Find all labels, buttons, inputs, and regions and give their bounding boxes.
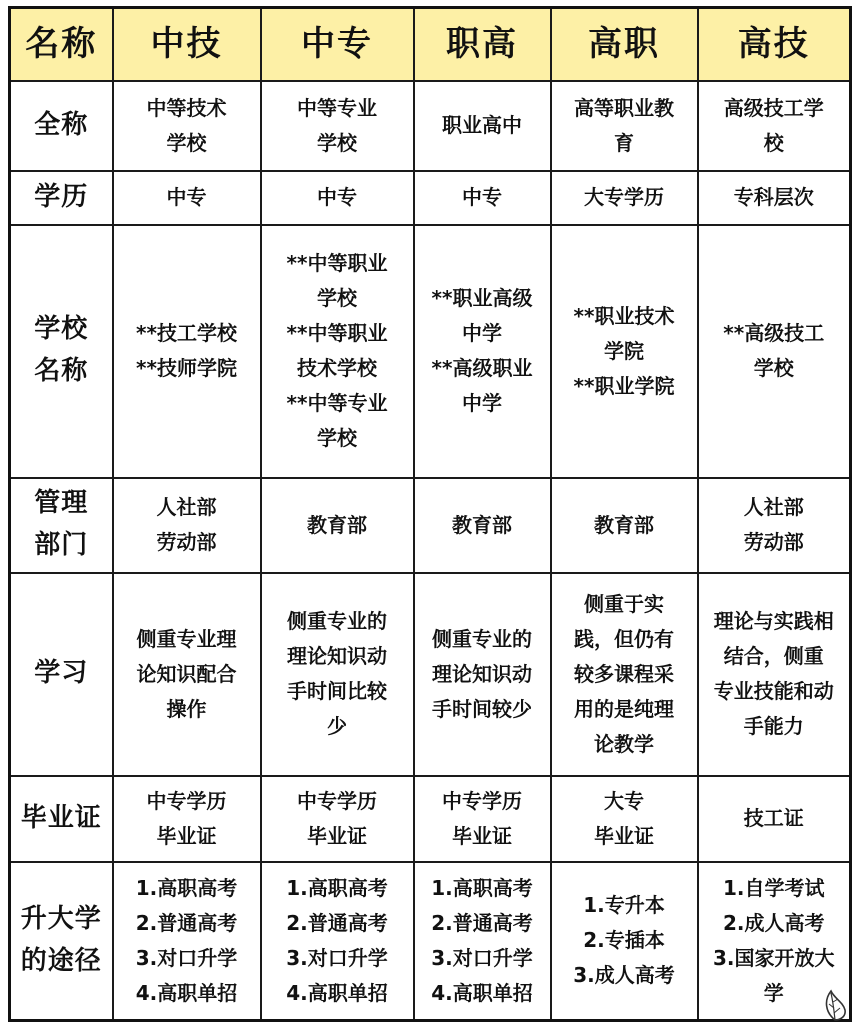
table-cell-zhigao bbox=[414, 225, 551, 478]
cell-text-line: 中专 bbox=[317, 185, 357, 209]
cell-text-line: 学校 bbox=[317, 286, 357, 310]
cell-text-line: **职业技术 bbox=[573, 303, 675, 328]
cell-text-line: 毕业证 bbox=[307, 823, 367, 848]
cell-text-line: 4.高职单招 bbox=[431, 980, 533, 1005]
cell-text-line: 中等技术 bbox=[146, 95, 227, 120]
row-header-line: 学历 bbox=[34, 181, 89, 212]
cell-text-line: 大专 bbox=[604, 788, 644, 813]
row-header-line: 部门 bbox=[34, 530, 89, 560]
table-cell-gaoji bbox=[698, 478, 851, 573]
diploma-row bbox=[10, 776, 851, 862]
cell-text-line: 中专学历 bbox=[146, 788, 227, 813]
cell-text-line: 践，但仍有 bbox=[574, 626, 674, 651]
cell-text-line: 2.成人高考 bbox=[722, 910, 825, 935]
cell-text-line: 技术学校 bbox=[297, 356, 377, 380]
school-comparison-table bbox=[8, 6, 852, 1022]
cell-text-line: 论教学 bbox=[594, 731, 654, 756]
cell-text-line: 手能力 bbox=[743, 714, 804, 738]
cell-text-line: 2.普通高考 bbox=[431, 910, 533, 935]
table-cell-zhongzhuan bbox=[261, 573, 414, 776]
cell-text-line: 1.高职高考 bbox=[286, 875, 388, 900]
cell-text-line: 中专学历 bbox=[442, 788, 522, 813]
row-header-line: 毕业证 bbox=[20, 802, 102, 833]
cell-text-line: 理论与实践相 bbox=[713, 609, 834, 633]
cell-text-line: **职业高级 bbox=[431, 286, 533, 310]
cell-text-line: 育 bbox=[614, 130, 634, 155]
cell-text-line: 人社部 bbox=[156, 495, 217, 519]
cell-text-line: 1.高职高考 bbox=[431, 875, 533, 900]
cell-text-line: **职业学院 bbox=[573, 373, 675, 398]
cell-text-line: **高级职业 bbox=[431, 356, 533, 380]
cell-text-line: 1.自学考试 bbox=[722, 875, 825, 900]
cell-text-line: **中等专业 bbox=[286, 391, 388, 415]
table-cell-zhongzhuan bbox=[261, 478, 414, 573]
cell-text-line: 侧重于实 bbox=[584, 591, 664, 616]
college-path-row bbox=[10, 862, 851, 1021]
table-cell-zhigao bbox=[414, 478, 551, 573]
cell-text-line: 3.对口升学 bbox=[431, 945, 533, 970]
row-header-line: 的途径 bbox=[20, 945, 102, 976]
header-cell-zhongji: 中技 bbox=[113, 8, 261, 81]
table-cell-zhigao bbox=[414, 862, 551, 1021]
cell-text-line: 结合，侧重 bbox=[723, 644, 824, 668]
table-cell-gaozhi bbox=[551, 862, 698, 1021]
cell-text-line: 专科层次 bbox=[733, 185, 814, 209]
table-cell-zhongji bbox=[113, 171, 261, 225]
cell-text-line: 理论知识动 bbox=[287, 644, 387, 668]
cell-text-line: 教育部 bbox=[307, 512, 367, 537]
comparison-table-container bbox=[8, 6, 849, 1022]
table-cell-zhongzhuan bbox=[261, 171, 414, 225]
cell-text-line: 侧重专业的 bbox=[287, 609, 387, 633]
cell-text-line: 学校 bbox=[317, 426, 357, 450]
header-cell-gaozhi: 高职 bbox=[551, 8, 698, 81]
cell-text-line: 劳动部 bbox=[743, 530, 804, 554]
cell-text-line: 中学 bbox=[462, 391, 502, 415]
cell-text-line: **中等职业 bbox=[286, 321, 388, 345]
cell-text-line: 中专 bbox=[462, 185, 502, 209]
table-cell-zhigao bbox=[414, 171, 551, 225]
cell-text-line: 中等专业 bbox=[297, 95, 377, 120]
cell-text-line: 1.专升本 bbox=[583, 893, 665, 918]
cell-text-line: 3.国家开放大 bbox=[712, 945, 835, 970]
table-cell-gaozhi bbox=[551, 478, 698, 573]
education-level-row bbox=[10, 171, 851, 225]
cell-text-line: **技工学校 bbox=[136, 321, 237, 345]
cell-text-line: 校 bbox=[763, 130, 784, 155]
cell-text-line: 用的是纯理 bbox=[574, 696, 674, 721]
row-header-line: 全称 bbox=[34, 109, 89, 140]
table-cell-zhigao bbox=[414, 573, 551, 776]
header-cell-zhigao: 职高 bbox=[414, 8, 551, 81]
cell-text-line: 中学 bbox=[462, 321, 502, 345]
cell-text-line: 技工证 bbox=[743, 806, 804, 830]
table-cell-zhongji bbox=[113, 862, 261, 1021]
cell-text-line: 少 bbox=[327, 714, 347, 738]
cell-text-line: 专业技能和动 bbox=[713, 679, 834, 703]
school-name-row bbox=[10, 225, 851, 478]
cell-text-line: 中专 bbox=[166, 185, 207, 209]
cell-text-line: 学校 bbox=[317, 130, 357, 155]
study-focus-row bbox=[10, 573, 851, 776]
table-cell-zhigao bbox=[414, 81, 551, 171]
row-header-line: 学校 bbox=[34, 314, 89, 345]
cell-text-line: 3.成人高考 bbox=[573, 963, 675, 988]
table-cell-zhongzhuan bbox=[261, 81, 414, 171]
header-row bbox=[10, 8, 851, 81]
cell-text-line: **中等职业 bbox=[286, 251, 388, 275]
header-cell-zhongzhuan: 中专 bbox=[261, 8, 414, 81]
cell-text-line: 2.普通高考 bbox=[135, 910, 238, 935]
table-cell-gaozhi bbox=[551, 573, 698, 776]
row-header-cell bbox=[10, 81, 113, 171]
table-cell-gaoji bbox=[698, 225, 851, 478]
row-header-line: 名称 bbox=[34, 356, 89, 386]
cell-text-line: 学 bbox=[763, 980, 784, 1005]
row-header-cell bbox=[10, 171, 113, 225]
cell-text-line: 论知识配合 bbox=[136, 661, 237, 686]
full-name-row bbox=[10, 81, 851, 171]
table-cell-zhigao bbox=[414, 776, 551, 862]
table-cell-gaozhi bbox=[551, 171, 698, 225]
cell-text-line: 操作 bbox=[166, 696, 207, 721]
table-cell-zhongji bbox=[113, 81, 261, 171]
cell-text-line: 毕业证 bbox=[594, 823, 654, 848]
cell-text-line: 学校 bbox=[753, 356, 794, 380]
cell-text-line: 学院 bbox=[604, 338, 644, 363]
cell-text-line: **技师学院 bbox=[136, 356, 237, 380]
cell-text-line: 中专学历 bbox=[297, 788, 377, 813]
cell-text-line: 较多课程采 bbox=[574, 661, 674, 686]
cell-text-line: 高等职业教 bbox=[574, 95, 674, 120]
table-cell-gaozhi bbox=[551, 225, 698, 478]
table-cell-zhongzhuan bbox=[261, 776, 414, 862]
cell-text-line: 手时间较少 bbox=[432, 696, 532, 721]
cell-text-line: 大专学历 bbox=[584, 185, 664, 209]
table-cell-zhongji bbox=[113, 573, 261, 776]
cell-text-line: 2.专插本 bbox=[583, 928, 665, 953]
table-cell-gaoji bbox=[698, 81, 851, 171]
cell-text-line: 侧重专业的 bbox=[432, 626, 532, 651]
row-header-cell bbox=[10, 225, 113, 478]
management-dept-row bbox=[10, 478, 851, 573]
cell-text-line: 4.高职单招 bbox=[135, 980, 238, 1005]
cell-text-line: 毕业证 bbox=[156, 823, 217, 848]
table-cell-gaozhi bbox=[551, 776, 698, 862]
table-cell-zhongji bbox=[113, 225, 261, 478]
table-cell-gaoji bbox=[698, 573, 851, 776]
table-cell-gaoji bbox=[698, 171, 851, 225]
cell-text-line: 3.对口升学 bbox=[135, 945, 238, 970]
cell-text-line: 3.对口升学 bbox=[286, 945, 388, 970]
cell-text-line: 4.高职单招 bbox=[286, 980, 388, 1005]
table-cell-zhongzhuan bbox=[261, 225, 414, 478]
cell-text-line: 2.普通高考 bbox=[286, 910, 388, 935]
cell-text-line: 劳动部 bbox=[156, 530, 217, 554]
row-header-line: 升大学 bbox=[20, 904, 102, 935]
row-header-cell bbox=[10, 478, 113, 573]
row-header-line: 管理 bbox=[34, 488, 89, 519]
cell-text-line: 侧重专业理 bbox=[136, 626, 237, 651]
row-header-line: 学习 bbox=[34, 658, 89, 689]
cell-text-line: 职业高中 bbox=[442, 113, 522, 137]
cell-text-line: 教育部 bbox=[594, 512, 654, 537]
leaf-icon bbox=[821, 988, 849, 1022]
cell-text-line: 毕业证 bbox=[452, 823, 512, 848]
row-header-cell bbox=[10, 573, 113, 776]
table-cell-gaozhi bbox=[551, 81, 698, 171]
cell-text-line: 人社部 bbox=[743, 495, 804, 519]
row-header-cell bbox=[10, 776, 113, 862]
row-header-cell bbox=[10, 862, 113, 1021]
table-cell-gaoji bbox=[698, 776, 851, 862]
cell-text-line: 教育部 bbox=[452, 512, 512, 537]
cell-text-line: 1.高职高考 bbox=[135, 875, 238, 900]
cell-text-line: 手时间比较 bbox=[287, 679, 387, 703]
cell-text-line: 理论知识动 bbox=[432, 661, 532, 686]
header-cell-name: 名称 bbox=[10, 8, 113, 81]
cell-text-line: **高级技工 bbox=[723, 321, 825, 345]
table-cell-zhongji bbox=[113, 776, 261, 862]
table-cell-zhongzhuan bbox=[261, 862, 414, 1021]
cell-text-line: 高级技工学 bbox=[723, 95, 824, 120]
table-cell-zhongji bbox=[113, 478, 261, 573]
header-cell-gaoji: 高技 bbox=[698, 8, 851, 81]
cell-text-line: 学校 bbox=[166, 130, 207, 155]
